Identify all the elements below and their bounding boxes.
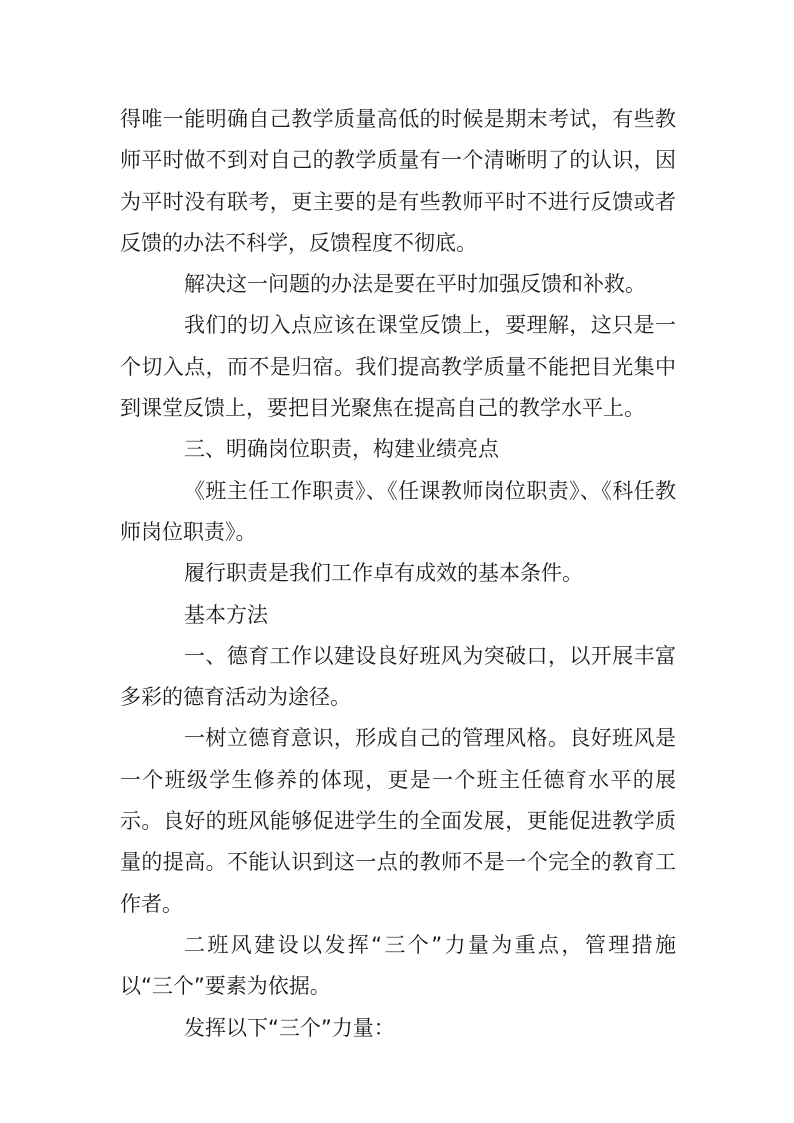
document-body <box>120 99 676 1049</box>
paragraph-entry-point: 我们的切入点应该在课堂反馈上，要理解，这只是一个切入点，而不是归宿。我们提高教学质量不能把目光集中到课堂反馈上，要把目光聚焦在提高自己的教学水平上。 <box>120 313 676 421</box>
paragraph-quality-feedback: 得唯一能明确自己教学质量高低的时候是期末考试，有些教师平时做不到对自己的教学质量有一个清晰明了的认识，因为平时没有联考，更主要的是有些教师平时不进行反馈或者反馈的办法不科学，反馈程度不彻底。 <box>120 107 676 255</box>
section-heading-duties: 三、明确岗位职责，构建业绩亮点 <box>184 437 499 462</box>
paragraph-fulfill-duties: 履行职责是我们工作卓有成效的基本条件。 <box>184 561 583 586</box>
paragraph-moral-education: 一、德育工作以建设良好班风为突破口，以开展丰富多彩的德育活动为途径。 <box>120 643 676 710</box>
paragraph-forces-list-intro: 发挥以下“三个”力量： <box>184 1015 395 1040</box>
paragraph-duty-documents: 《班主任工作职责》、《任课教师岗位职责》、《科任教师岗位职责》。 <box>120 478 676 544</box>
paragraph-management-style: 一树立德育意识，形成自己的管理风格。良好班风是一个班级学生修养的体现，更是一个班主任德育水平的展示。良好的班风能够促进学生的全面发展，更能促进教学质量的提高。不能认识到这一点的教师不是一个完全的教育工作者。 <box>120 726 676 916</box>
subheading-basic-methods: 基本方法 <box>184 602 268 627</box>
paragraph-three-forces: 二班风建设以发挥“三个”力量为重点，管理措施以“三个”要素为依据。 <box>120 932 676 999</box>
paragraph-solution: 解决这一问题的办法是要在平时加强反馈和补救。 <box>184 272 646 297</box>
